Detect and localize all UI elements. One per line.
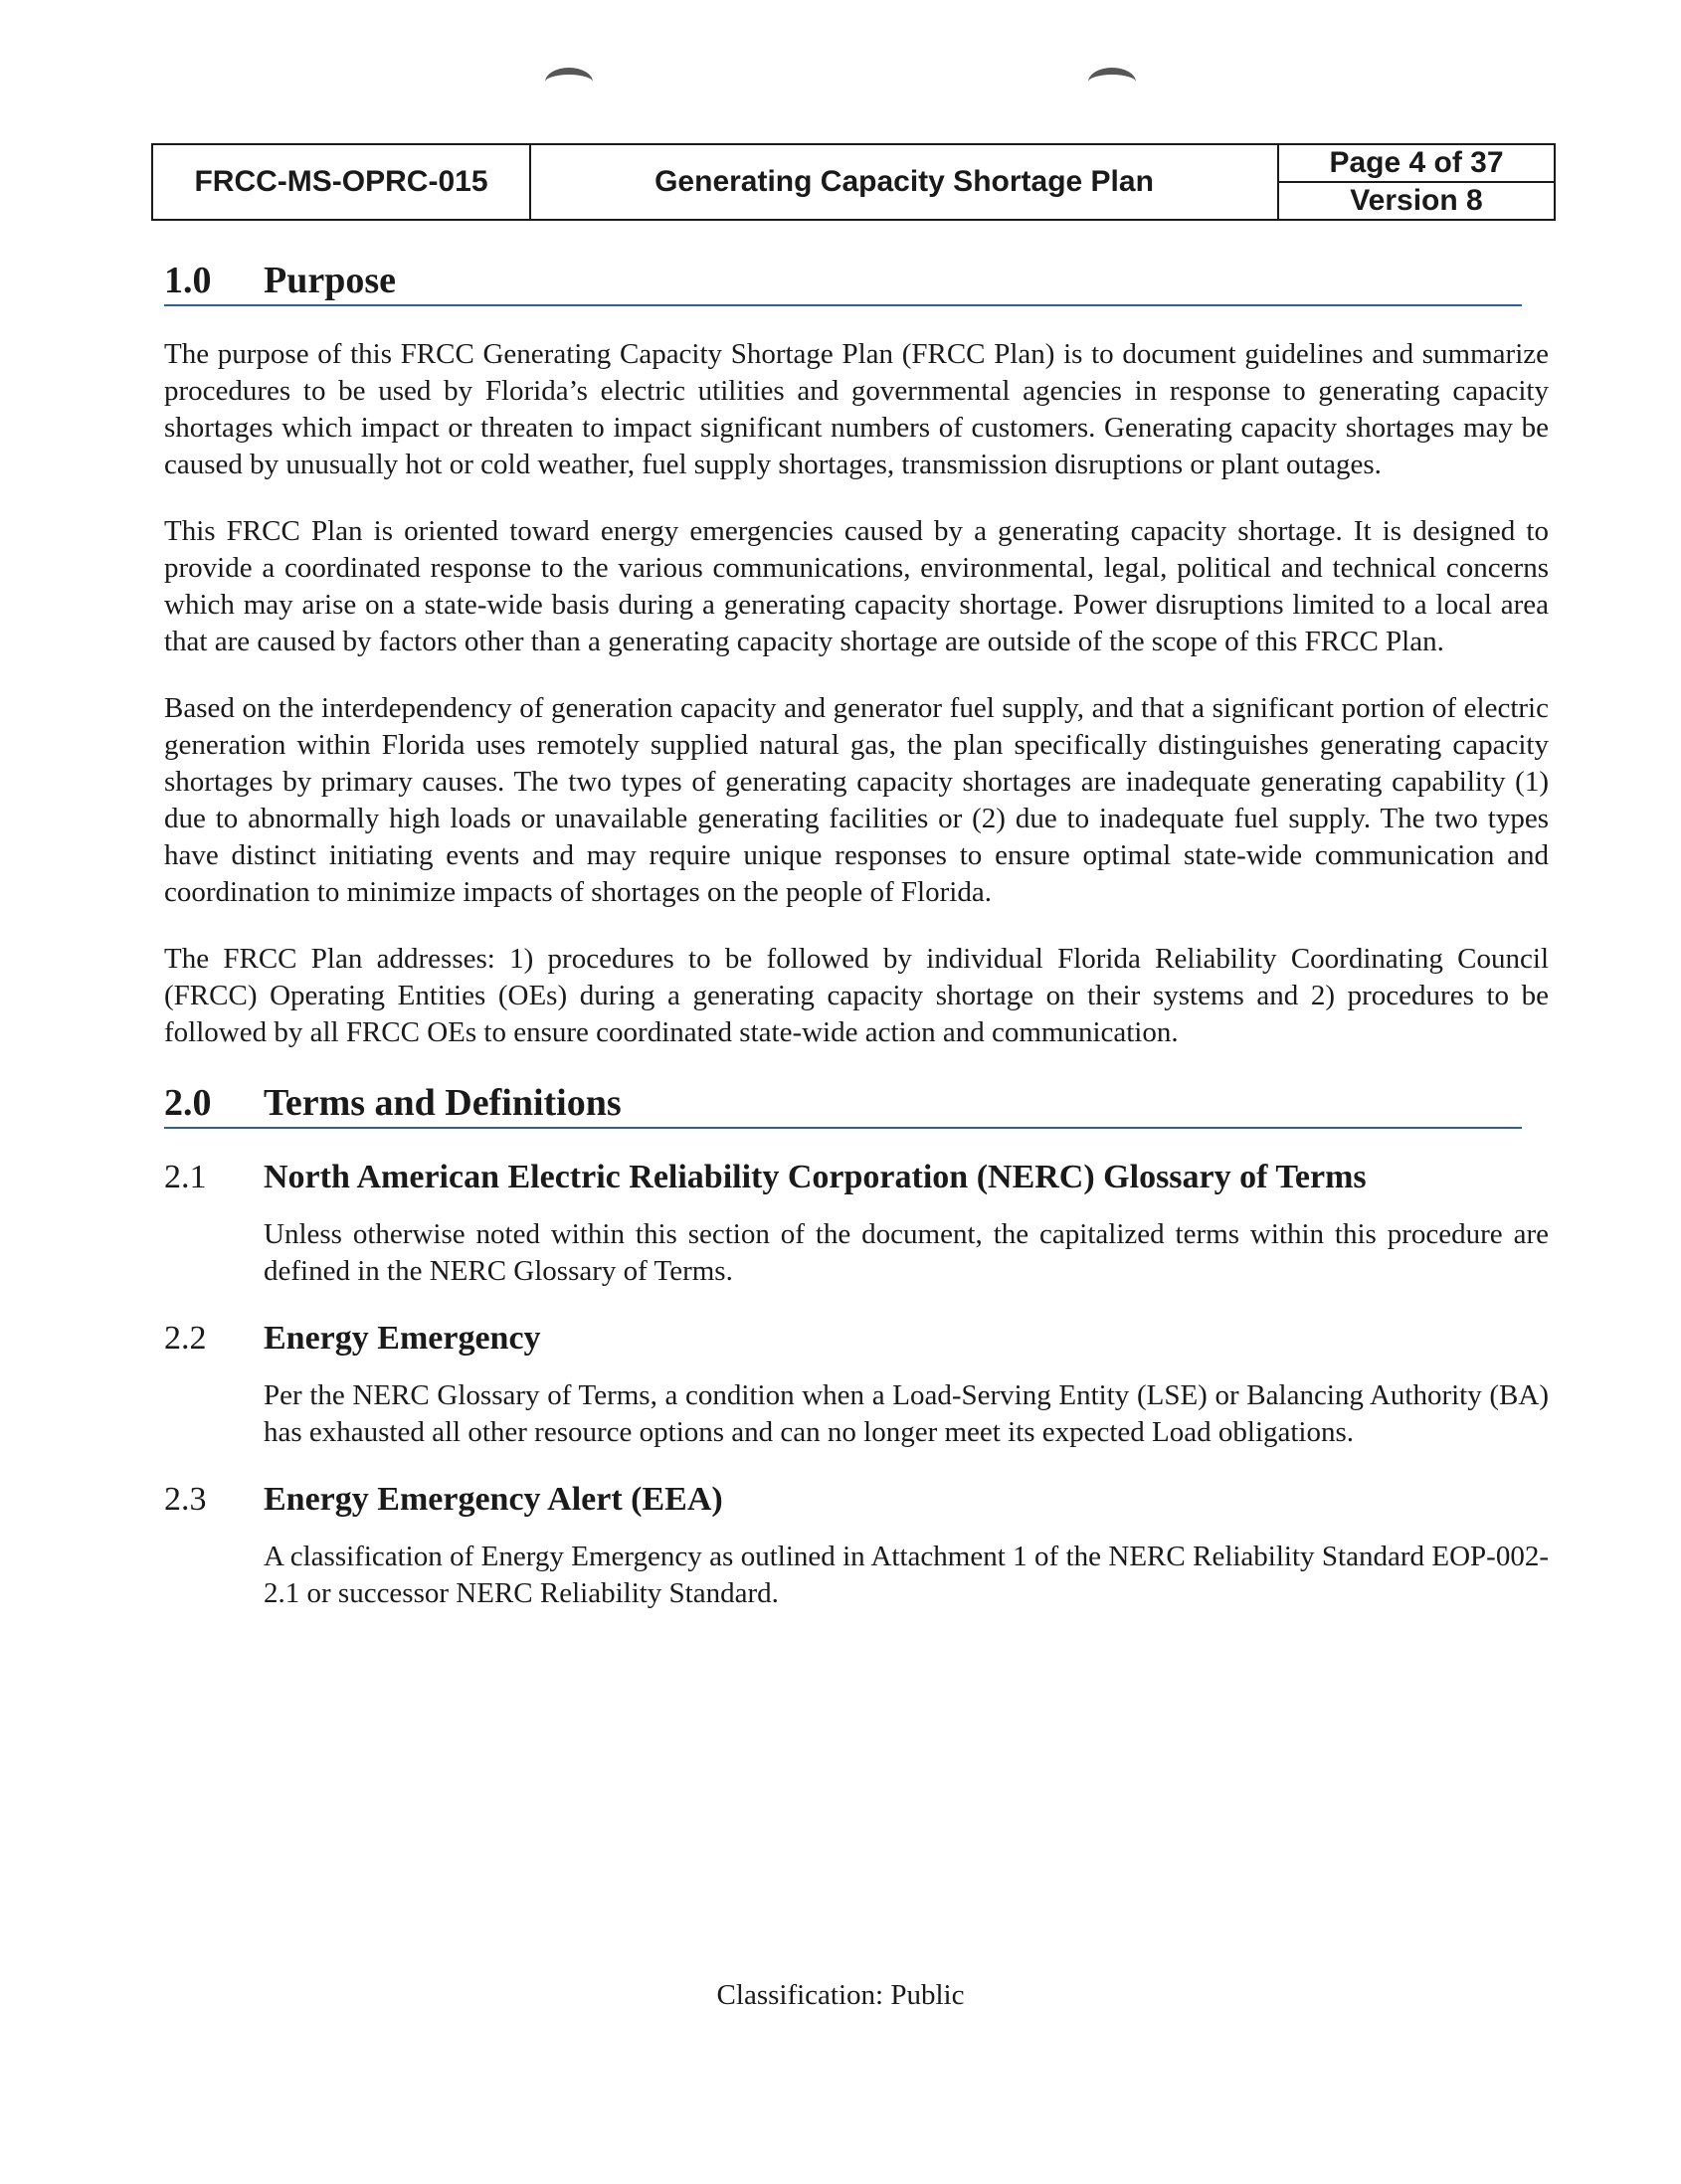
subsection-title: Energy Emergency Alert (EEA) [264,1481,723,1518]
paragraph: Unless otherwise noted within this section of the document, the capitalized terms within this procedure are defined in the NERC Glossary of Terms. [264,1218,1549,1287]
section-heading-terms [164,1081,1522,1129]
section-number: 1.0 [164,260,212,301]
subsection-title: North American Electric Reliability Corporation (NERC) Glossary of Terms [264,1159,1367,1195]
subsection-heading [164,1159,1549,1196]
paragraph: This FRCC Plan is oriented toward energy emergencies caused by a generating capacity shortage. It is designed to provide a coordinated response to the various communications, environmental, legal, political and technical concerns which may arise on a state-wide basis during a generating capacity shortage. Power disruptions limited to a local area that are caused by factors other than a generating capacity shortage are outside of the scope of this FRCC Plan. [164,515,1549,657]
version-label: Version 8 [1350,184,1483,217]
doc-title: Generating Capacity Shortage Plan [531,145,1279,219]
paragraph: The FRCC Plan addresses: 1) procedures to be followed by individual Florida Reliability Coordinating Council (FRCC) Operating Entities (OEs) during a generating capacity shortage on their systems and 2) procedures to be followed by all FRCC OEs to ensure coordinated state-wide action and communication. [164,943,1549,1048]
doc-meta [1279,145,1554,219]
subsection-number: 2.3 [164,1481,207,1518]
document-header-table [151,143,1556,221]
paragraph: Based on the interdependency of generation capacity and generator fuel supply, and that a significant portion of electric generation within Florida uses remotely supplied natural gas, the plan specifically distinguishes generating capacity shortages by primary causes. The two types of generating capacity shortages are inadequate generating capability (1) due to abnormally high loads or unavailable generating facilities or (2) due to inadequate fuel supply. The two types have distinct initiating events and may require unique responses to ensure optimal state-wide communication and coordination to minimize impacts of shortages on the people of Florida. [164,692,1549,908]
paragraph: The purpose of this FRCC Generating Capacity Shortage Plan (FRCC Plan) is to document guidelines and summarize procedures to be used by Florida’s electric utilities and governmental agencies in response to generating capacity shortages which impact or threaten to impact significant numbers of customers. Generating capacity shortages may be caused by unusually hot or cold weather, fuel supply shortages, transmission disruptions or plant outages. [164,338,1549,480]
subsection-heading [164,1320,1549,1358]
paragraph: Per the NERC Glossary of Terms, a condition when a Load-Serving Entity (LSE) or Balancing Authority (BA) has exhausted all other resource options and can no longer meet its expected Load obligations. [264,1379,1549,1448]
paragraph: A classification of Energy Emergency as outlined in Attachment 1 of the NERC Reliability Standard EOP-002-2.1 or successor NERC Reliability Standard. [264,1541,1549,1609]
section-title: Purpose [264,260,396,301]
subsection-number: 2.1 [164,1159,207,1195]
punch-hole-right [1088,68,1136,96]
document-body [164,259,1549,1642]
punch-hole-left [545,68,593,96]
classification-footer: Classification: Public [716,1979,965,2011]
section-title: Terms and Definitions [264,1082,622,1124]
section-number: 2.0 [164,1082,212,1124]
page-number: Page 4 of 37 [1279,145,1554,183]
subsection-number: 2.2 [164,1320,207,1357]
doc-id: FRCC-MS-OPRC-015 [153,145,531,219]
section-heading-purpose [164,259,1522,306]
subsection-title: Energy Emergency [264,1320,541,1357]
subsection-heading [164,1481,1549,1519]
